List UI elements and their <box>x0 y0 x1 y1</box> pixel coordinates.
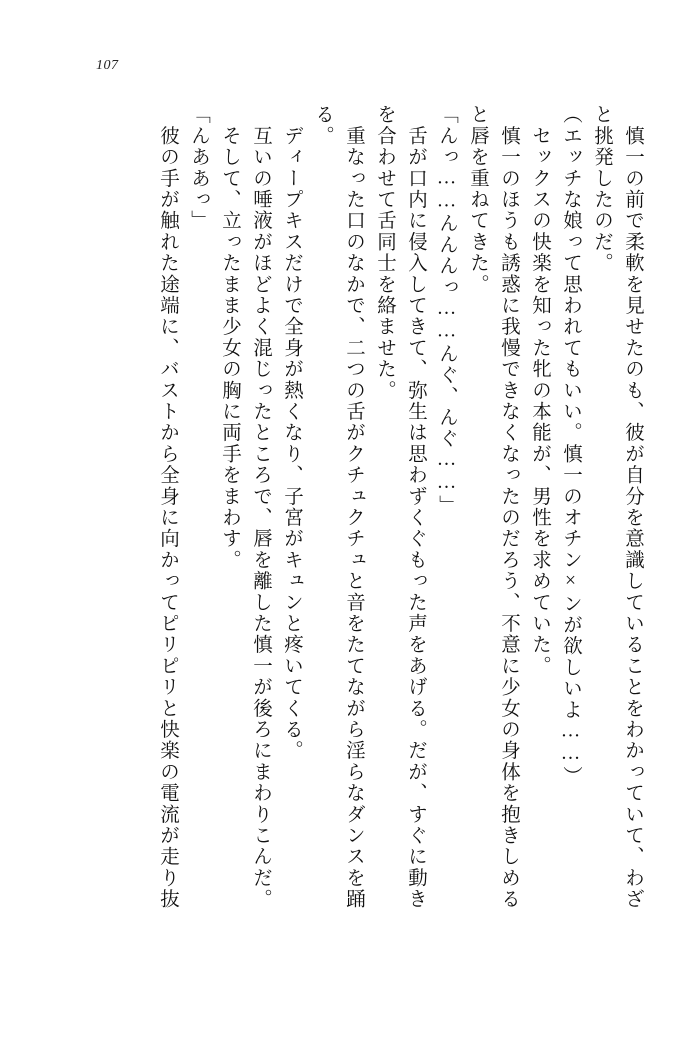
text-line: 彼の手が触れた途端に、バストから全身に向かってピリピリと快楽の電流が走り抜 <box>157 104 178 910</box>
text-line: を合わせて舌同士を絡ませた。 <box>374 104 395 401</box>
page-number: 107 <box>96 58 119 73</box>
text-line: 慎一の前で柔軟を見せたのも、彼が自分を意識していることをわかっていて、わざ <box>622 104 643 910</box>
text-line: セックスの快楽を知った牝の本能が、男性を求めていた。 <box>529 104 550 677</box>
text-line: 慎一のほうも誘惑に我慢できなくなったのだろう、不意に少女の身体を抱きしめる <box>498 104 519 910</box>
text-line: そして、立ったまま少女の胸に両手をまわす。 <box>219 104 240 571</box>
text-line: 舌が口内に侵入してきて、弥生は思わずくぐもった声をあげる。だが、すぐに動き <box>405 104 426 910</box>
text-line: 「んっ……んんんっ……んぐ、んぐ……」 <box>436 104 457 516</box>
text-line: る。 <box>312 104 333 147</box>
vertical-text-body <box>58 104 642 954</box>
text-line: （エッチな娘って思われてもいい。慎一のオチン×ンが欲しいよ……） <box>560 104 581 787</box>
text-line: と挑発したのだ。 <box>591 104 612 274</box>
text-line: ディープキスだけで全身が熱くなり、子宮がキュンと疼いてくる。 <box>281 104 302 762</box>
text-line: と唇を重ねてきた。 <box>467 104 488 295</box>
text-line: 互いの唾液がほどよく混じったところで、唇を離した慎一が後ろにまわりこんだ。 <box>250 104 271 910</box>
text-line: 重なった口のなかで、二つの舌がクチュクチュと音をたてながら淫らなダンスを踊 <box>343 104 364 910</box>
text-line: 「んああっ」 <box>188 104 209 232</box>
